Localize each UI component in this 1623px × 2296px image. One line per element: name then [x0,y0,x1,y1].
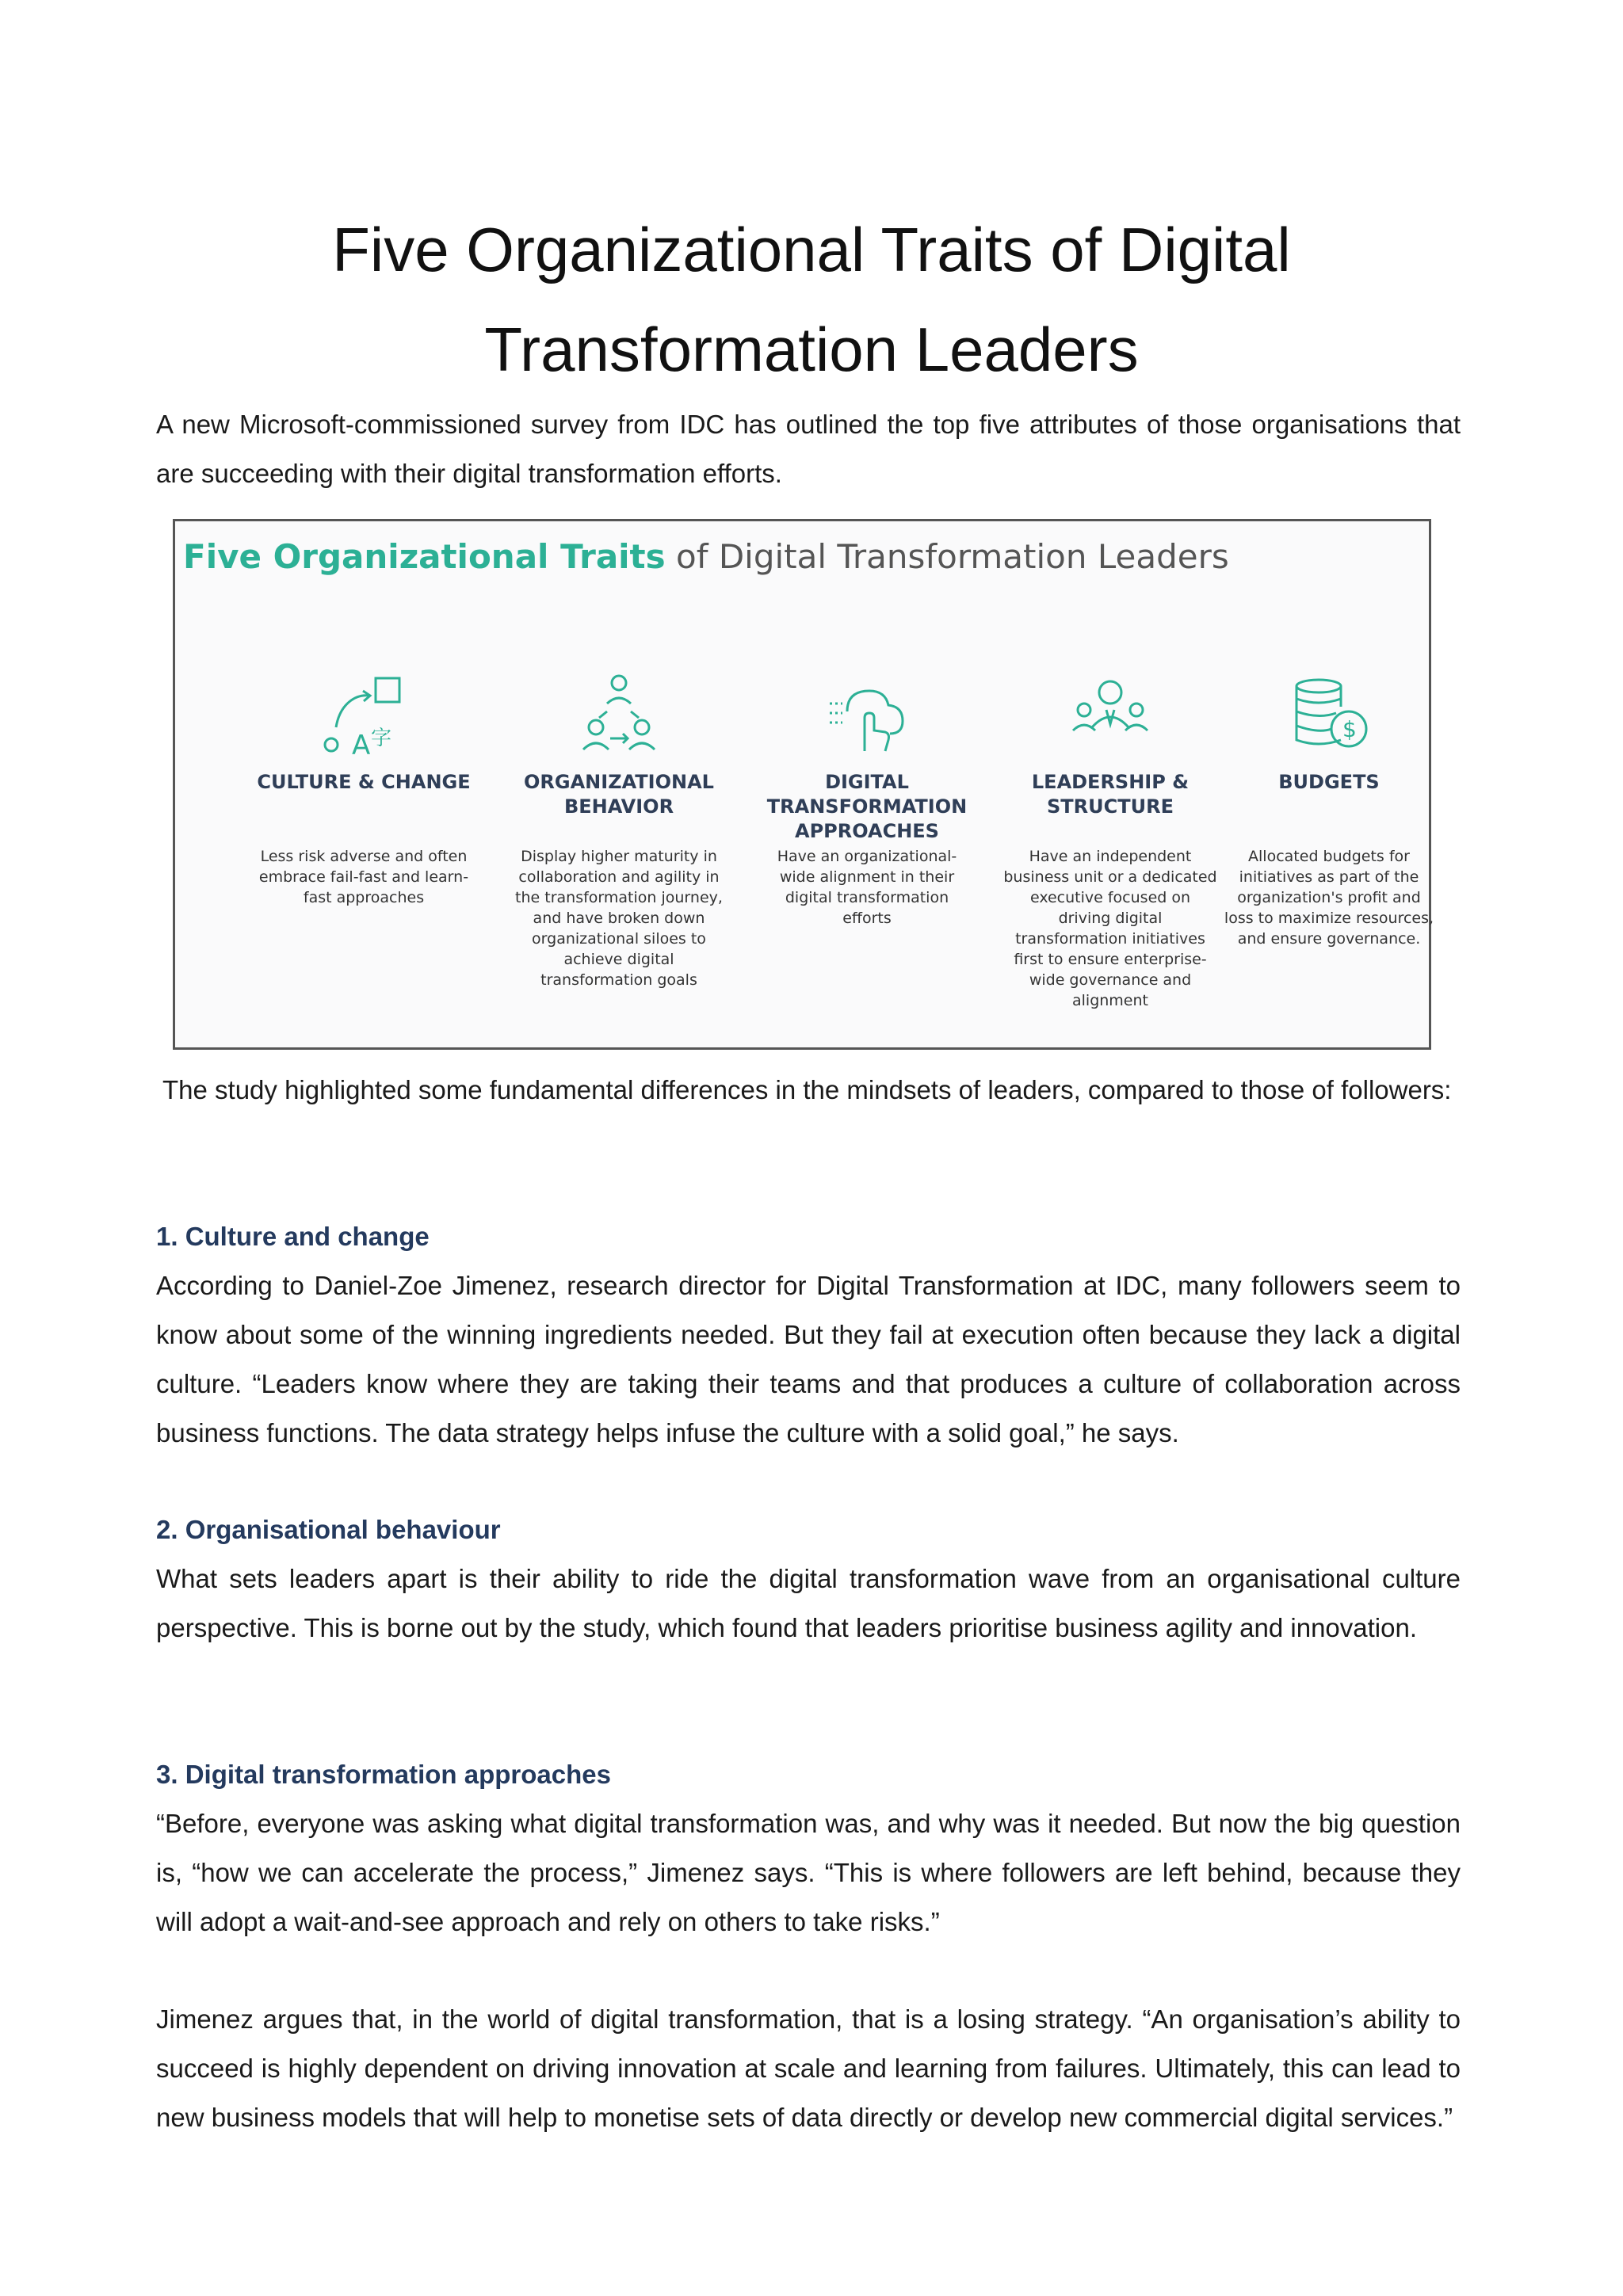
svg-text:$: $ [1342,716,1357,742]
budget-coins-icon [1285,672,1373,759]
trait-name: LEADERSHIP & STRUCTURE [1031,771,1190,818]
cloud-touch-icon [823,672,911,759]
infographic-title-accent: Five Organizational Traits [183,537,666,576]
trait-organizational-behavior [500,672,738,990]
section-heading-organisational-behaviour: 2. Organisational behaviour [156,1515,501,1544]
section-text-approaches: “Before, everyone was asking what digital transformation was, and why was it needed. But now the big question is, “how we can accelerate the process,” Jimenez says. “This is where followers are left behind, because they will adopt a wait-and-see approach and rely on others to take risks.” [156,1809,1461,1936]
section-text-culture: According to Daniel-Zoe Jimenez, research director for Digital Transformation at IDC, many followers seem to know about some of the winning ingredients needed. But they fail at execution often because they lack a digital culture. “Leaders know where they are taking their teams and that produces a culture of collaboration across business functions. The data strategy helps infuse the culture with a solid goal,” he says. [156,1271,1461,1447]
svg-text:字: 字 [371,727,392,750]
closing-paragraph: Jimenez argues that, in the world of digital transformation, that is a losing strategy. “An organisation’s ability to succeed is highly dependent on driving innovation at scale and learning from failures. Ultimately, this can lead to new business models that will help to monetise sets of data directly or develop new commercial digital services.” [156,2004,1461,2132]
page-title-line-2: Transformation Leaders [484,315,1139,384]
trait-digital-transformation-approaches [748,672,986,929]
infographic-title-rest: of Digital Transformation Leaders [665,537,1229,576]
trait-description: Less risk adverse and often embrace fail-fast and learn-fast approaches [258,848,469,906]
study-intro-paragraph: The study highlighted some fundamental differences in the mindsets of leaders, compared to those of followers: [162,1075,1452,1104]
trait-name: CULTURE & CHANGE [257,771,471,793]
trait-leadership-structure [991,672,1229,1011]
trait-name: BUDGETS [1278,771,1380,793]
infographic-title [183,537,1229,576]
svg-text:A: A [352,730,371,759]
trait-name: DIGITAL TRANSFORMATION APPROACHES [766,771,968,842]
page-title [0,200,1623,399]
org-people-icon [575,672,663,759]
leadership-icon [1067,672,1154,759]
section-heading-approaches: 3. Digital transformation approaches [156,1760,611,1789]
trait-budgets [1210,672,1448,949]
language-change-icon [320,672,407,759]
trait-description: Allocated budgets for initiatives as part of the organization's profit and loss to maximize resources, and ensure governance. [1224,848,1434,948]
trait-name: ORGANIZATIONAL BEHAVIOR [524,771,714,818]
intro-paragraph: A new Microsoft-commissioned survey from IDC has outlined the top five attributes of those organisations that are succeeding with their digital transformation efforts. [156,410,1461,488]
trait-description: Have an independent business unit or a dedicated executive focused on driving digital transformation initiatives first to ensure enterprise-wide governance and alignment [1003,848,1217,1009]
trait-description: Have an organizational-wide alignment in their digital transformation efforts [777,848,957,927]
traits-infographic [173,519,1434,1050]
section-text-organisational-behaviour: What sets leaders apart is their ability to ride the digital transformation wave from an organisational culture perspective. This is borne out by the study, which found that leaders prioritise business agility and innovation. [156,1564,1461,1642]
trait-description: Display higher maturity in collaboration and agility in the transformation journey, and have broken down organizational siloes to achieve digital transformation goals [515,848,723,989]
section-heading-culture: 1. Culture and change [156,1222,430,1251]
trait-culture-change [245,672,483,908]
page-title-line-1: Five Organizational Traits of Digital [332,215,1291,284]
